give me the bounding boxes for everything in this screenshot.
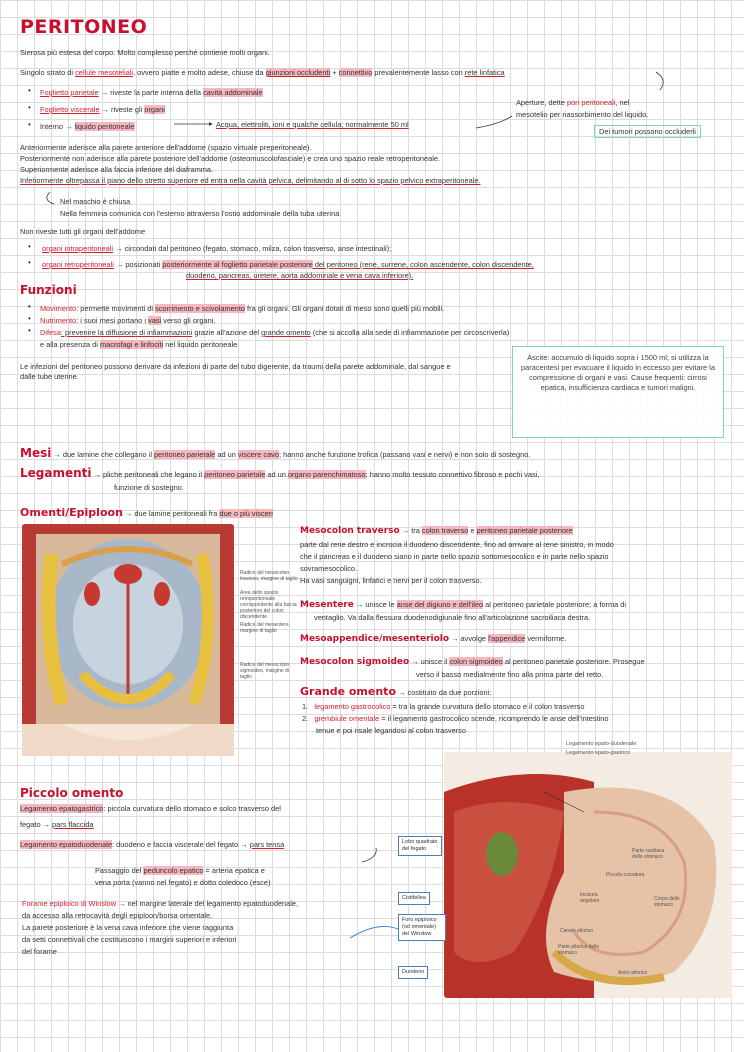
legamento-epatogastrico-2: fegato → pars flaccida [20, 820, 94, 829]
mesocolon-line: sovramesocolico. [300, 564, 358, 573]
img2-label: Legamento epato-duodenale [566, 741, 637, 747]
img1-label: Radice del mesocolon sigmoideo, margine di taglio [240, 662, 290, 680]
forame-line: da setti connettivali che costituiscono i margini superiori e inferiori [22, 935, 237, 944]
infezioni-text: Le infezioni del peritoneo possono derivare da infezioni di parte del tubo digerente, da traumi della parete addominale, dal sangue e dalle tube uterine. [20, 362, 451, 381]
img2-label: Incisura angolare [580, 892, 600, 904]
peduncolo-epatico: Passaggio del peduncolo epatico = arteria epatica e [95, 866, 265, 875]
anatomy-line: Superiormente aderisce alla faccia inferiore del diaframma. [20, 165, 214, 174]
img1-label: Radice del mesocolon traverso, margine di taglio [240, 570, 298, 582]
img2-label: Canale pilorico [560, 928, 594, 934]
legamento-epatoduodenale: Legamento epatoduodenale: duodeno e faccia viscerale del fegato → pars tensa [20, 840, 285, 849]
mesocolon-sigmoideo-line: verso il basso medialmente fino alla prima parte del retto. [416, 670, 604, 679]
organi-retroperitoneali: organi retroperitoneali → posizionati posteriormente al foglietto parietale posteriore del peritoneo (rene, surrene, colon ascendente, colon discendente, [42, 260, 534, 269]
grande-omento: Grande omento → costituito da due porzioni: [300, 685, 492, 698]
intro-line: Sierosa più estesa del corpo. Molto complesso perché contiene molti organi. [20, 48, 270, 57]
section-heading-funzioni: Funzioni [20, 283, 77, 297]
organs-intro: Non riveste tutti gli organi dell'addome [20, 227, 146, 236]
page-title: PERITONEO [20, 16, 148, 38]
grande-omento-2: 2. grembiule omentale = il legamento gastrocolico scende, ricomprendo le anse dell'intestino [302, 714, 609, 723]
bullet: • [28, 120, 31, 129]
img2-label: Parte pilorica dello stomaco [558, 944, 600, 956]
liquido-note: Acqua, elettroliti, ioni e qualche cellula; normalmente 50 ml [216, 120, 409, 129]
anatomy-line: Anteriormente aderisce alla parete anteriore dell'addome (spazio virtuale preperitoneale). [20, 143, 312, 152]
forame-line: del forame [22, 947, 57, 956]
liquido-peritoneale: Interno → liquido peritoneale [40, 122, 135, 131]
stomach-illustration [444, 752, 732, 998]
forame-line: La parete posteriore è la vena cava inferiore che viene raggiunta [22, 923, 234, 932]
mesocolon-line: Ha vasi sanguigni, linfatici e nervi per il colon trasverso. [300, 576, 482, 585]
img2-tag: Lobo quadrato del fegato [398, 836, 442, 856]
funzione-nutrimento: Nutrimento: i suoi mesi portano i vasi verso gli organi. [40, 316, 216, 325]
bullet: • [28, 302, 31, 311]
aperture-note-2: mesotelio per riassorbimento del liquido. [516, 110, 649, 119]
mesentere: Mesentere → unisce le anse del digiuno e dell'ileo al peritoneo parietale posteriore; a forma di [300, 600, 627, 610]
mesi-definition: Mesi → due lamine che collegano il peritoneo parietale ad un viscere cavo; hanno anche funzione trofica (passano vasi e nervi) e non solo di sostegno. [20, 446, 531, 460]
img1-label: Radice del mesentere, margine di taglio [240, 622, 291, 634]
organi-retroperitoneali-2: duodeno, pancreas, uretere, aorta addominale e vena cava inferiore). [186, 271, 414, 280]
img1-label: Area dello spazio retroperitoneale corrispondente alla faccia posteriore del colon discendente [240, 590, 297, 620]
img2-label: Legamento epato-gastrico [566, 750, 630, 756]
anatomy-female: Nella femmina comunica con l'esterno attraverso l'ostio addominale della tuba uterina [60, 209, 340, 218]
img2-tag: Foro epiploico (od omentale) del Winslow [398, 914, 446, 941]
grande-omento-3: tenue e poi risale legandosi al colon trasverso [316, 726, 466, 735]
funzione-difesa: Difesa: prevenire la diffusione di infiammazioni grazie all'azione del grande omento (che si accolla alla sede di infiammazione per circoscriverla) [40, 328, 510, 337]
forame-line: da accesso alla retrocavità degli epiploon/borsa omentale. [22, 911, 213, 920]
bullet: • [28, 242, 31, 251]
mesocolon-traverso: Mesocolon traverso → tra colon traverso e peritoneo parietale posteriore [300, 526, 573, 536]
foglietto-parietale: Foglietto parietale → riveste la parte interna della cavità addominale [40, 88, 263, 97]
mesocolon-line: parte dal rene destro e incrocia il duodeno discendente, fino ad arrivare al rene sinistro, in modo [300, 540, 614, 549]
mesocolon-line: che il pancreas e il duodeno siano in parte nello spazio sottomesocolico e in parte nello spazio [300, 552, 609, 561]
foglietto-viscerale: Foglietto viscerale → riveste gli organi [40, 105, 165, 114]
section-heading-piccolo-omento: Piccolo omento [20, 786, 124, 800]
img2-label: Piccola curvatura [606, 872, 645, 878]
grande-omento-1: 1. legamento gastrocolico = tra la grande curvatura dello stomaco e il colon trasverso [302, 702, 585, 711]
img2-label: Antro pilorico [618, 970, 648, 976]
funzione-movimento: Movimento: permette movimenti di scorrimento e scivolamento fra gli organi. Gli organi dotati di meso sono quelli più mobili. [40, 304, 445, 313]
legamenti-definition-2: funzione di sostegno. [114, 483, 184, 492]
legamento-epatogastrico: Legamento epatogastrico: piccola curvatura dello stomaco e solco trasverso del [20, 804, 281, 813]
peduncolo-epatico-2: vena porta (vanno nel fegato) e dotto coledoco (esce) [95, 878, 271, 887]
forame-winslow: Forame epiploico di Winslow → nel margine laterale del legamento epatoduodenale, [22, 899, 299, 908]
funzione-difesa-2: e alla presenza di macrofagi e linfociti nel liquido peritoneale [40, 340, 238, 349]
img2-tag: Duodeno [398, 966, 428, 979]
mesocolon-sigmoideo: Mesocolon sigmoideo → unisce il colon sigmoideo al peritoneo parietale posteriore. Prosegue [300, 657, 645, 667]
omenti-definition: Omenti/Epiploon → due lamine peritoneali fra due o più visceri [20, 506, 273, 519]
img2-tag: Cistifellea [398, 892, 430, 905]
intro-structure: Singolo strato di cellule mesoteliali, ovvero piatte e molto adese, chiuse da giunzioni occludenti + connettivo prevalentemente lasso con rete linfatica [20, 68, 505, 77]
aperture-note: Aperture, dette pori peritoneali, nel [516, 98, 630, 107]
anatomy-male: Nel maschio è chiusa [60, 197, 131, 206]
abdomen-illustration [22, 524, 234, 756]
img2-label: Parte cardiaca dello stomaco [632, 848, 665, 860]
bullet: • [28, 314, 31, 323]
bullet: • [28, 326, 31, 335]
bullet: • [28, 258, 31, 267]
img2-label: Corpo dello stomaco [654, 896, 680, 908]
tumori-note: Dei tumori possono occluderli [594, 125, 701, 138]
organi-intraperitoneali: organi intraperitoneali → circondati dal peritoneo (fegato, stomaco, milza, colon trasverso, anse intestinali); [42, 244, 392, 253]
mesentere-line: ventaglio. Va dalla flessura duodenodigiunale fino all'articolazione sacroiliaca destra. [314, 613, 591, 622]
bullet: • [28, 86, 31, 95]
anatomy-line: Posteriormente non aderisce alla parete posteriore dell'addome (osteomuscolofasciale) e crea uno spazio reale retroperitoneale. [20, 154, 441, 163]
anatomy-line: Inferiormente oltrepassa il piano dello stretto superiore ed entra nella cavità pelvica, delimitando al di sotto lo spazio pelvico extraperitoneale. [20, 176, 481, 185]
legamenti-definition: Legamenti → pliche peritoneali che legano il peritoneo parietale ad un organo parenchimatoso; hanno molto tessuto connettivo fibroso e pochi vasi, [20, 466, 540, 480]
ascite-box: Ascite: accumulo di liquido sopra i 1500 ml; si utilizza la paracentesi per evacuare il liquido in eccesso per evitare la compressione di organi e vasi. Cause frequenti: cirrosi epatica, insufficienza cardiaca e tumori maligni. [512, 346, 724, 438]
bullet: • [28, 103, 31, 112]
mesoappendice: Mesoappendice/mesenteriolo → avvolge l'appendice vermiforme. [300, 634, 567, 644]
